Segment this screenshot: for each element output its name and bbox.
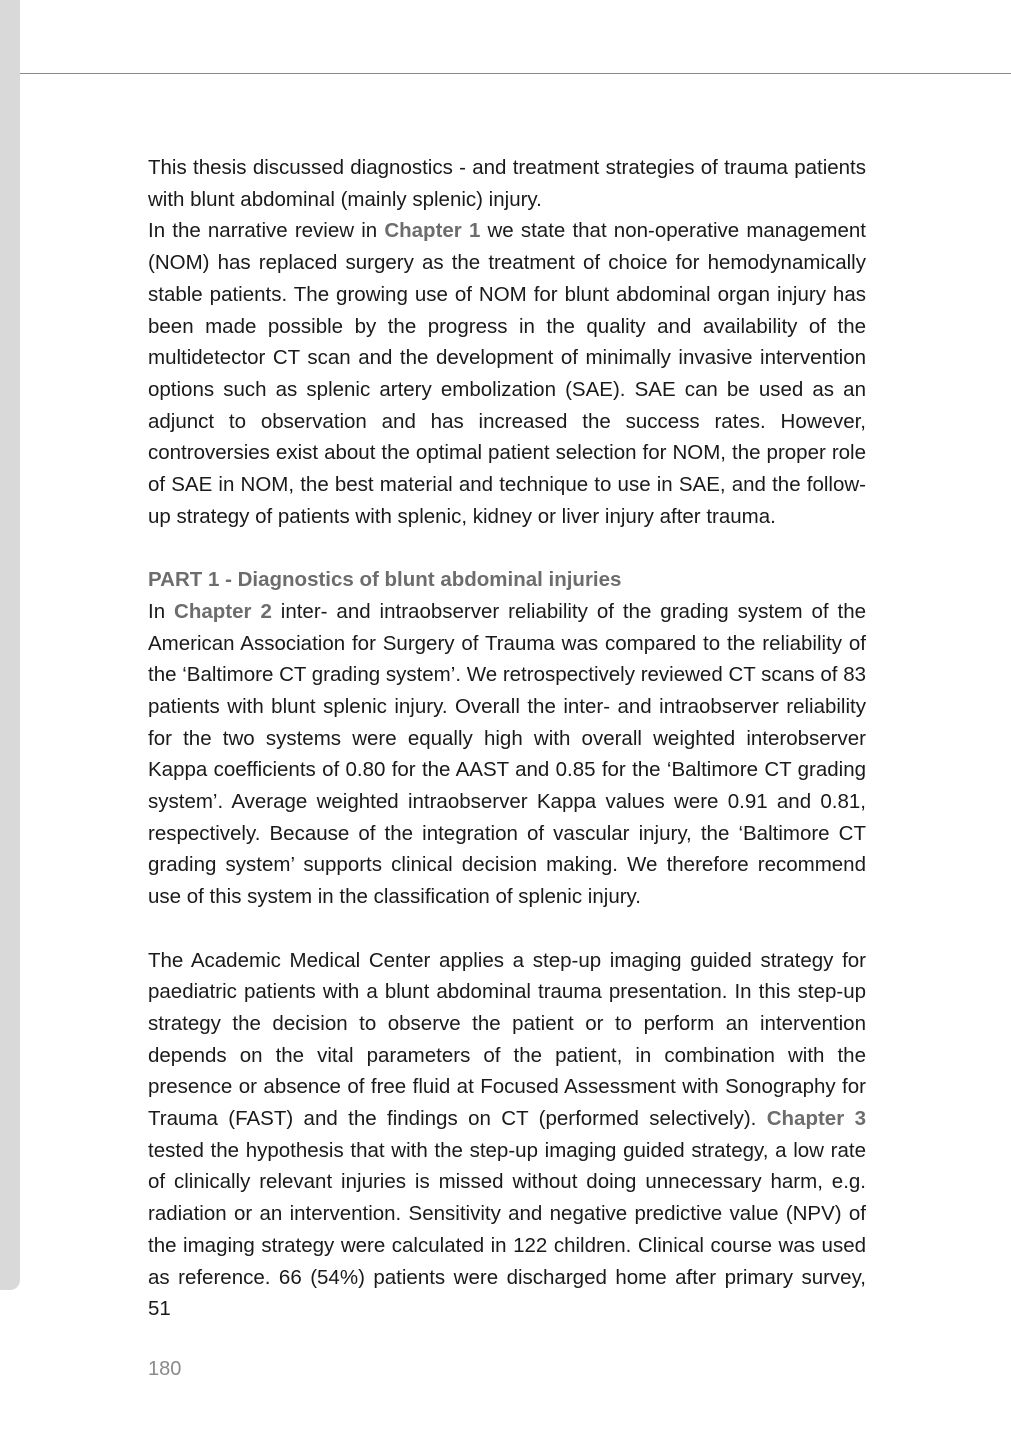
- chapter-3-text-before: The Academic Medical Center applies a step-up imaging guided strategy for paediatric patients with a blunt abdominal trauma presentation. In this step-up strategy the decision to observe the patient or to perform an intervention depends on the vital parameters of the patient, in combination with the presence or absence of free fluid at Focused Assessment with Sonography for Trauma (FAST) and the findings on CT (performed selectively).: [148, 948, 866, 1131]
- chapter-1-reference: Chapter 1: [384, 219, 481, 243]
- review-text-after: we state that non-operative management (NOM) has replaced surgery as the treatment of choice for hemodynamically stable patients. The growing use of NOM for blunt abdominal organ injury has been made possible by the progress in the quality and availability of the multidetector CT scan and the development of minimally invasive intervention options such as splenic artery embolization (SAE). SAE can be used as an adjunct to observation and has increased the success rates. However, controversies exist about the optimal patient selection for NOM, the proper role of SAE in NOM, the best material and technique to use in SAE, and the follow-up strategy of patients with splenic, kidney or liver injury after trauma.: [148, 219, 866, 528]
- intro-paragraph: This thesis discussed diagnostics - and treatment strategies of trauma patients with blunt abdominal (mainly splenic) injury.: [148, 156, 866, 211]
- part-1-heading: PART 1 - Diagnostics of blunt abdominal injuries: [148, 568, 622, 592]
- chapter-2-reference: Chapter 2: [174, 599, 272, 623]
- header-rule: [20, 73, 1011, 74]
- review-paragraph: [148, 215, 866, 532]
- review-text-before: In the narrative review in: [148, 219, 385, 243]
- chapter-3-reference: Chapter 3: [766, 1107, 866, 1131]
- chapter-2-text-after: inter- and intraobserver reliability of the grading system of the American Association for Surgery of Trauma was compared to the reliability of the ‘Baltimore CT grading system’. We retrospectively reviewed CT scans of 83 patients with blunt splenic injury. Overall the inter- and intraobserver reliability for the two systems were equally high with overall weighted interobserver Kappa coefficients of 0.80 for the AAST and 0.85 for the ‘Baltimore CT grading system’. Average weighted intraobserver Kappa values were 0.91 and 0.81, respectively. Because of the integration of vascular injury, the ‘Baltimore CT grading system’ supports clinical decision making. We therefore recommend use of this system in the classification of splenic injury.: [148, 599, 867, 909]
- page-side-tab: [0, 0, 20, 1290]
- chapter-2-paragraph: [148, 596, 866, 913]
- chapter-3-text-after: tested the hypothesis that with the step-up imaging guided strategy, a low rate of clinically relevant injuries is missed without doing unnecessary harm, e.g. radiation or an intervention. Sensitivity and negative predictive value (NPV) of the imaging strategy were calculated in 122 children. Clinical course was used as reference. 66 (54%) patients were discharged home after primary survey, 51: [148, 1138, 866, 1321]
- chapter-3-paragraph: [148, 945, 866, 1325]
- chapter-2-text-before: In: [148, 599, 175, 623]
- body-text: [148, 152, 866, 1325]
- page-number: 180: [148, 1358, 182, 1380]
